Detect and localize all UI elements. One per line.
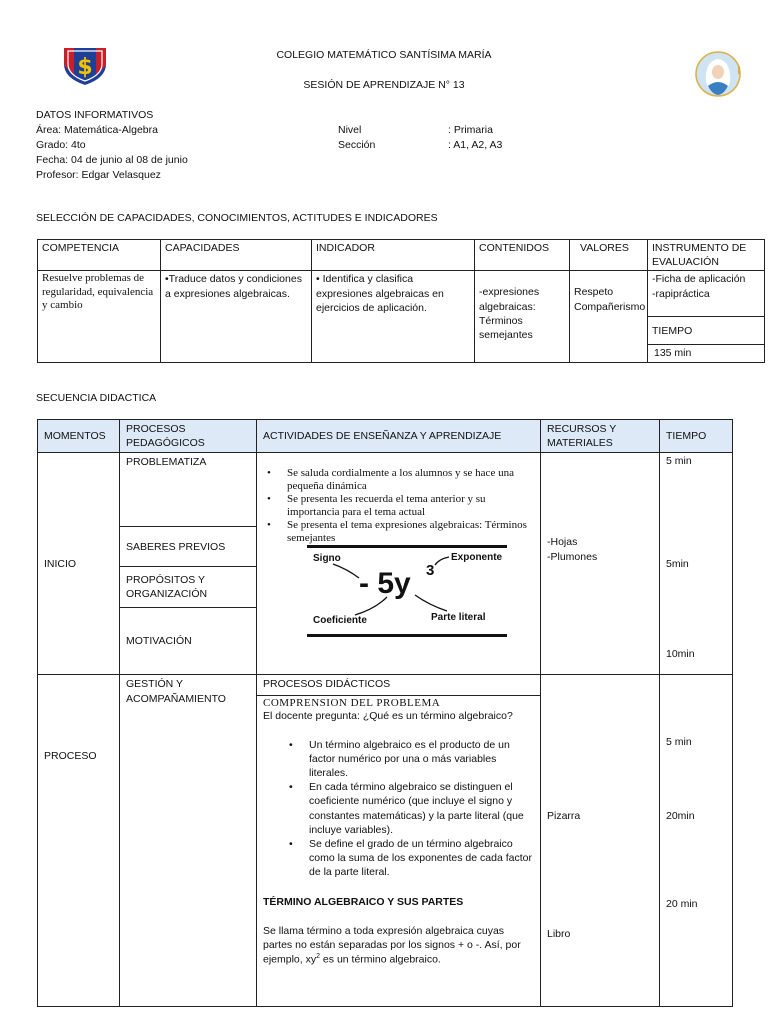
seq-proceso-tiempos [660, 675, 733, 1007]
seq-proceso-recursos [541, 675, 660, 1007]
diagram-exponent-digit: 3 [426, 562, 435, 580]
seq-proceso-subheader: PROCESOS DIDÁCTICOS [257, 675, 540, 695]
seq-inicio-actividades [257, 453, 541, 675]
seq-proceso-recurso-libro: Libro [547, 928, 571, 941]
cap-header-contenidos: CONTENIDOS [475, 240, 570, 271]
algebraic-term-diagram [307, 545, 507, 637]
cap-header-instrumento: INSTRUMENTO DE EVALUACIÓN [648, 240, 765, 271]
cap-indicador: • Identifica y clasifica expresiones algebraicas en ejercicios de aplicación. [312, 271, 475, 362]
seq-proceso-tiempo-3: 20 min [666, 898, 698, 911]
seq-inicio-tiempos [660, 453, 733, 675]
list-item: • Se define el grado de un término algebraico como la suma de los exponentes de cada factor de la parte literal. [285, 837, 534, 880]
diagram-parte-literal-label: Parte literal [431, 612, 486, 624]
list-item: • Se presenta el tema expresiones algebraicas: Términos semejantes [263, 519, 534, 545]
cap-valores-text: Respeto Compañerismo [574, 286, 646, 313]
seq-inicio-recurso-hojas: -Hojas [547, 536, 578, 549]
sequence-table [37, 419, 733, 1007]
list-item: • Se presenta les recuerda el tema anterior y su importancia para el tema actual [263, 493, 534, 519]
seq-proceso-partes-paragraph [263, 924, 534, 967]
seq-header-procesos: PROCESOS PEDAGÓGICOS [120, 420, 257, 453]
info-grade: Grado: 4to [36, 139, 86, 151]
cap-contenidos [475, 271, 570, 362]
list-item: • Se saluda cordialmente a los alumnos y se hace una pequeña dinámica [263, 467, 534, 493]
seq-proceso-pregunta: El docente pregunta: ¿Qué es un término algebraico? [263, 710, 513, 723]
seq-proceso-partes-text: Se llama término a toda expresión algebraica cuyas partes no están separadas por los signos + o -. Así, por ejemplo, xy [263, 924, 521, 966]
info-section-value: : A1, A2, A3 [448, 139, 503, 151]
seq-inicio-saberes-previos: SABERES PREVIOS [120, 527, 257, 567]
cap-capacidades: •Traduce datos y condiciones a expresiones algebraicas. [161, 271, 312, 362]
list-item: • Un término algebraico es el producto de un factor numérico por una o más variables literales. [285, 738, 534, 781]
seq-proceso-comprension: COMPRENSION DEL PROBLEMA [263, 696, 441, 709]
cap-header-valores: VALORES [570, 240, 648, 271]
cap-header-capacidades: CAPACIDADES [161, 240, 312, 271]
seq-proceso-momento: PROCESO [38, 675, 120, 1007]
seq-inicio-tiempo-2: 5min [666, 558, 689, 571]
seq-inicio-motivacion: MOTIVACIÓN [120, 608, 257, 675]
cap-contenidos-text: -expresiones algebraicas: Términos semejantes [479, 286, 540, 341]
seq-inicio-momento: INICIO [38, 453, 120, 675]
selection-title: SELECCIÓN DE CAPACIDADES, CONOCIMIENTOS, ACTITUDES E INDICADORES [36, 212, 438, 224]
seq-header-tiempo: TIEMPO [660, 420, 733, 453]
school-name: COLEGIO MATEMÁTICO SANTÍSIMA MARÍA [276, 49, 492, 61]
seq-inicio-activity-list [263, 467, 534, 545]
seq-proceso-actividades [257, 675, 541, 1007]
seq-proceso-partes-end: es un término algebraico. [320, 953, 441, 966]
cap-instrumento-2: -rapipráctica [652, 287, 710, 300]
seq-inicio-recursos [541, 453, 660, 675]
diagram-exponente-label: Exponente [451, 552, 503, 564]
seq-inicio-recurso-plumones: -Plumones [547, 550, 598, 563]
seq-header-momentos: MOMENTOS [38, 420, 120, 453]
cap-instrumento-1: -Ficha de aplicación [652, 273, 746, 286]
info-level-label: Nivel [338, 124, 362, 136]
seq-proceso-gestion: GESTIÓN Y ACOMPAÑAMIENTO [120, 675, 257, 1007]
seq-inicio-problematiza: PROBLEMATIZA [120, 453, 257, 527]
svg-text:$: $ [77, 55, 93, 80]
sequence-title: SECUENCIA DIDACTICA [36, 392, 157, 404]
seq-proceso-bullet-list [263, 738, 534, 880]
diagram-term: - 5y [359, 567, 411, 601]
diagram-signo-label: Signo [313, 553, 341, 565]
info-area: Área: Matemática-Algebra [36, 124, 158, 136]
capacities-table [37, 239, 765, 363]
info-date: Fecha: 04 de junio al 08 de junio [36, 154, 188, 166]
info-heading: DATOS INFORMATIVOS [36, 109, 154, 121]
cap-tiempo-value: 135 min [648, 345, 765, 362]
diagram-coeficiente-label: Coeficiente [313, 615, 367, 627]
seq-proceso-partes-title: TÉRMINO ALGEBRAICO Y SUS PARTES [263, 896, 464, 909]
seq-proceso-tiempo-1: 5 min [666, 736, 692, 749]
seq-inicio-propositos: PROPÓSITOS Y ORGANIZACIÓN [120, 567, 257, 608]
cap-header-indicador: INDICADOR [312, 240, 475, 271]
cap-competencia: Resuelve problemas de regularidad, equivalencia y cambio [38, 271, 161, 362]
info-section-label: Sección [338, 139, 376, 151]
info-teacher: Profesor: Edgar Velasquez [36, 169, 161, 181]
info-block [36, 108, 736, 183]
info-level-value: : Primaria [448, 124, 493, 136]
session-title: SESIÓN DE APRENDIZAJE N° 13 [303, 79, 465, 91]
cap-valores [570, 271, 648, 362]
seq-header-actividades: ACTIVIDADES DE ENSEÑANZA Y APRENDIZAJE [257, 420, 541, 453]
seq-proceso-tiempo-2: 20min [666, 810, 695, 823]
seq-header-recursos: RECURSOS Y MATERIALES [541, 420, 660, 453]
list-item: • En cada término algebraico se distinguen el coeficiente numérico (que incluye el signo y constantes matemáticas) y la parte literal (que incluye variables). [285, 780, 534, 837]
cap-instrumento [648, 271, 765, 317]
seq-proceso-partes-sup: 2 [316, 952, 321, 960]
seq-inicio-tiempo-3: 10min [666, 648, 695, 661]
cap-tiempo-label: TIEMPO [648, 317, 765, 345]
cap-header-competencia: COMPETENCIA [38, 240, 161, 271]
seq-inicio-tiempo-1: 5 min [666, 455, 692, 468]
seq-proceso-recurso-pizarra: Pizarra [547, 810, 581, 823]
